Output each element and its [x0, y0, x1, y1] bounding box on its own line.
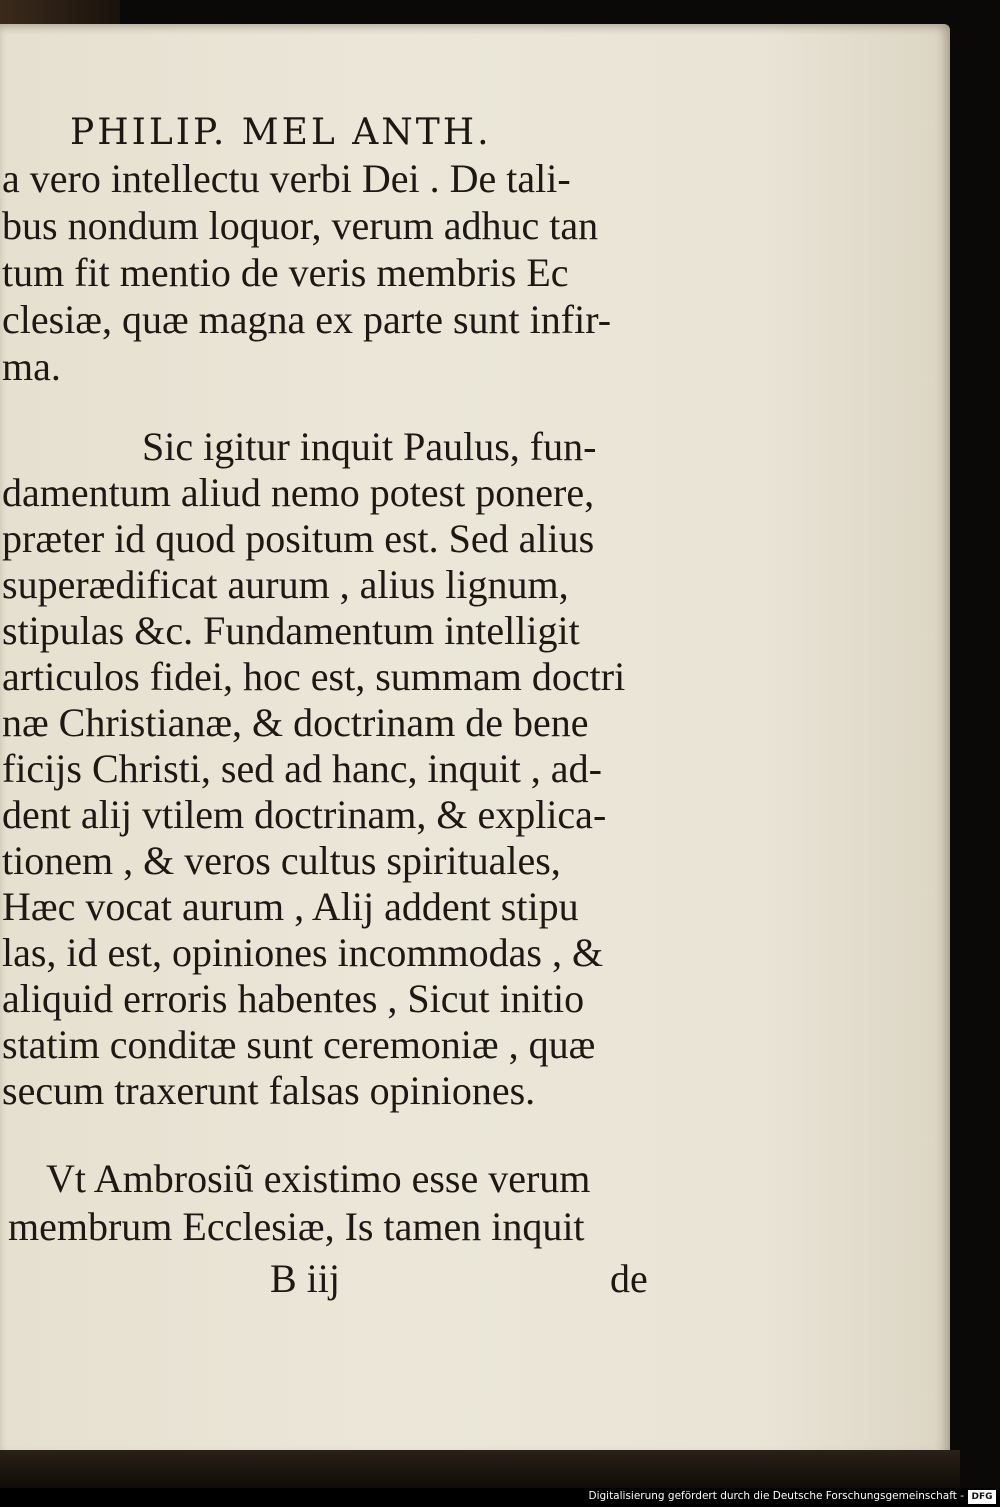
- text-line: næ Christianæ, & doctrinam de bene: [2, 700, 589, 745]
- paragraph-start-line: Sic igitur inquit Paulus, fun-: [142, 424, 597, 469]
- text-line: statim conditæ sunt ceremoniæ , quæ: [2, 1022, 596, 1067]
- text-line: ma.: [2, 344, 61, 389]
- text-line: superædificat aurum , alius lignum,: [2, 562, 569, 607]
- dfg-logo: DFG: [968, 1490, 996, 1504]
- text-line: damentum aliud nemo potest ponere,: [2, 470, 595, 515]
- text-line: membrum Ecclesiæ, Is tamen inquit: [8, 1204, 585, 1249]
- text-line: dent alij vtilem doctrinam, & explica-: [2, 792, 607, 837]
- book-page: [0, 24, 950, 1456]
- text-line: articulos fidei, hoc est, summam doctri: [2, 654, 626, 699]
- text-line: a vero intellectu verbi Dei . De tali-: [2, 156, 571, 201]
- book-bottom-edge: [0, 1450, 960, 1488]
- digitization-credit: Digitalisierung gefördert durch die Deutsche Forschungsgemeinschaft -: [588, 1490, 964, 1502]
- text-line: bus nondum loquor, verum adhuc tan: [2, 203, 599, 248]
- text-line: stipulas &c. Fundamentum intelligit: [2, 608, 580, 653]
- text-line: tum fit mentio de veris membris Ec: [2, 250, 569, 295]
- text-line: ficijs Christi, sed ad hanc, inquit , ad-: [2, 746, 602, 791]
- text-line: præter id quod positum est. Sed alius: [2, 516, 595, 561]
- text-line: Hæc vocat aurum , Alij addent stipu: [2, 884, 579, 929]
- text-line: clesiæ, quæ magna ex parte sunt infir-: [2, 297, 612, 342]
- paragraph-start-line: Vt Ambrosiũ existimo esse verum: [46, 1156, 591, 1201]
- text-line: las, id est, opiniones incommodas , &: [2, 930, 604, 975]
- text-line: secum traxerunt falsas opiniones.: [2, 1068, 536, 1113]
- running-head: PHILIP. MEL ANTH.: [70, 112, 492, 153]
- text-line: tionem , & veros cultus spirituales,: [2, 838, 561, 883]
- catchword: de: [610, 1256, 648, 1301]
- signature-mark: B iij: [270, 1256, 341, 1301]
- text-line: aliquid erroris habentes , Sicut initio: [2, 976, 585, 1021]
